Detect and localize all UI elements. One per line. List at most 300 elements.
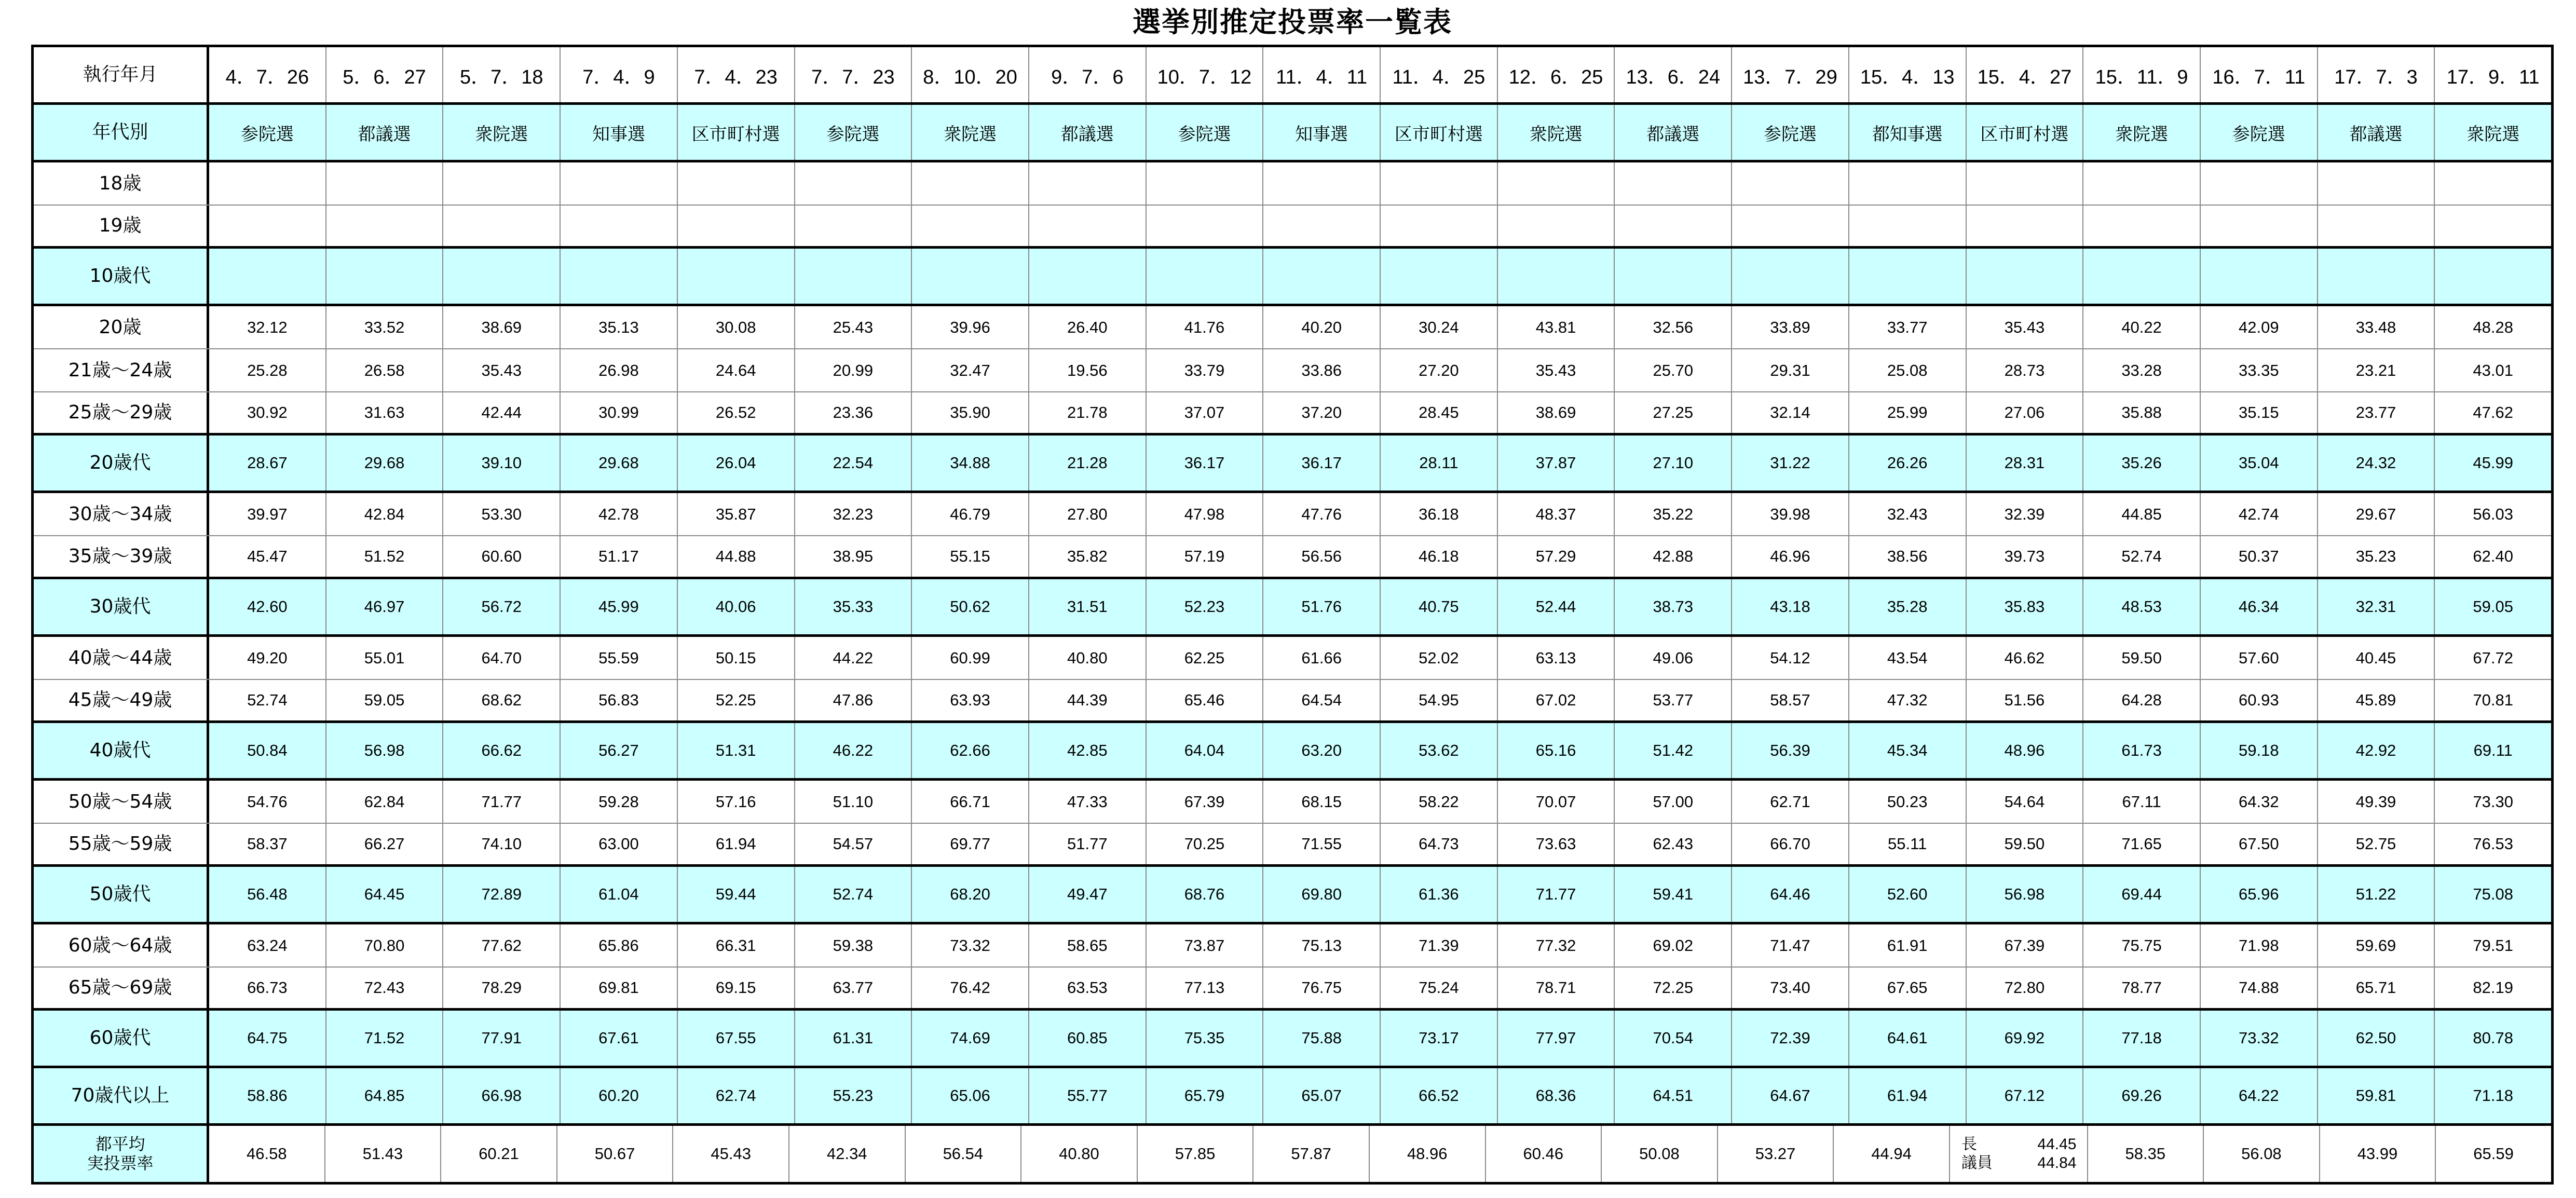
turnout-cell: 37.87 [1498, 435, 1615, 491]
turnout-cell: 76.53 [2473, 835, 2513, 853]
turnout-cell: 40.80 [1021, 1126, 1138, 1182]
turnout-cell: 26.04 [678, 435, 795, 491]
turnout-cell: 68.36 [1498, 1068, 1615, 1123]
turnout-cell: 71.39 [1381, 924, 1498, 966]
turnout-cell: 35.23 [2318, 536, 2435, 577]
age-group-label: 35歳～39歳 [34, 536, 209, 577]
turnout-cell: 45.43 [673, 1126, 789, 1182]
turnout-cell: 69.11 [2435, 723, 2551, 778]
turnout-cell: 70.80 [326, 924, 444, 966]
turnout-cell: 46.34 [2201, 579, 2318, 634]
turnout-cell: 32.56 [1615, 306, 1732, 348]
turnout-cell: 58.65 [1029, 924, 1147, 966]
age-group-label: 50歳代 [34, 867, 209, 922]
turnout-cell: 73.87 [1147, 924, 1264, 966]
turnout-cell: 26.98 [561, 349, 678, 391]
age-group-label: 21歳～24歳 [34, 349, 209, 391]
turnout-cell: 33.89 [1732, 306, 1849, 348]
turnout-cell: 53.27 [1718, 1126, 1834, 1182]
turnout-cell: 60.99 [912, 637, 1029, 679]
turnout-cell [1615, 162, 1732, 205]
turnout-cell: 36.17 [1147, 435, 1264, 491]
header-row-dates [34, 47, 2551, 105]
turnout-cell: 67.65 [1849, 968, 1967, 1008]
turnout-cell: 46.18 [1381, 536, 1498, 577]
turnout-cell: 60.20 [561, 1068, 678, 1123]
turnout-cell: 67.61 [561, 1011, 678, 1066]
turnout-cell: 40.80 [1029, 637, 1147, 679]
turnout-cell: 50.15 [678, 637, 795, 679]
turnout-cell: 44.39 [1029, 680, 1147, 720]
turnout-cell: 71.52 [326, 1011, 444, 1066]
turnout-cell: 35.04 [2201, 435, 2318, 491]
age-group-label: 60歳代 [34, 1011, 209, 1066]
turnout-cell: 35.33 [795, 579, 912, 634]
turnout-cell [561, 206, 678, 246]
turnout-cell: 58.37 [209, 824, 326, 864]
turnout-cell: 49.06 [1615, 637, 1732, 679]
turnout-cell: 63.53 [1029, 968, 1147, 1008]
turnout-cell: 61.31 [795, 1011, 912, 1066]
turnout-cell [2318, 162, 2435, 205]
turnout-cell [561, 162, 678, 205]
turnout-cell: 63.20 [1263, 723, 1381, 778]
date-header-label: 執行年月 [34, 47, 209, 102]
turnout-cell: 69.92 [1967, 1011, 2084, 1066]
date-header-cell: 7．4．9 [561, 47, 678, 102]
table-row [34, 968, 2551, 1011]
turnout-cell: 52.60 [1849, 867, 1967, 922]
turnout-cell [209, 249, 326, 304]
table-row [34, 1068, 2551, 1126]
turnout-cell: 78.29 [443, 968, 561, 1008]
turnout-cell: 35.90 [912, 392, 1029, 433]
turnout-cell: 27.25 [1615, 392, 1732, 433]
turnout-cell: 57.29 [1498, 536, 1615, 577]
turnout-cell: 33.28 [2083, 349, 2201, 391]
turnout-cell: 71.98 [2201, 924, 2318, 966]
turnout-cell [209, 162, 326, 205]
age-group-label: 45歳～49歳 [34, 680, 209, 720]
date-header-cell: 15．11．9 [2083, 47, 2201, 102]
turnout-cell [1381, 162, 1498, 205]
turnout-cell: 51.31 [678, 723, 795, 778]
turnout-cell: 64.22 [2201, 1068, 2318, 1123]
election-type-cell: 都議選 [326, 105, 444, 160]
turnout-cell: 52.25 [678, 680, 795, 720]
table-row [34, 723, 2551, 781]
turnout-cell: 44.88 [678, 536, 795, 577]
turnout-cell: 66.52 [1381, 1068, 1498, 1123]
turnout-cell: 52.74 [209, 680, 326, 720]
turnout-cell: 50.67 [557, 1126, 674, 1182]
turnout-cell: 35.15 [2201, 392, 2318, 433]
turnout-cell: 78.71 [1498, 968, 1615, 1008]
turnout-cell: 31.63 [326, 392, 444, 433]
turnout-cell: 35.83 [1967, 579, 2084, 634]
turnout-cell: 48.37 [1498, 493, 1615, 535]
turnout-cell [2201, 206, 2318, 246]
turnout-cell: 47.32 [1849, 680, 1967, 720]
turnout-cell: 75.24 [1381, 968, 1498, 1008]
table-row [34, 249, 2551, 306]
turnout-cell: 62.50 [2318, 1011, 2435, 1066]
turnout-cell: 51.76 [1263, 579, 1381, 634]
turnout-cell: 67.12 [1967, 1068, 2084, 1123]
turnout-cell: 42.88 [1615, 536, 1732, 577]
date-header-cell: 12．6．25 [1498, 47, 1615, 102]
turnout-cell: 77.18 [2083, 1011, 2201, 1066]
turnout-cell: 53.77 [1615, 680, 1732, 720]
turnout-cell [1615, 249, 1732, 304]
turnout-cell: 59.50 [1967, 824, 2084, 864]
turnout-cell [1732, 206, 1849, 246]
turnout-cell: 64.61 [1849, 1011, 1967, 1066]
age-group-label-line: 都平均 [95, 1134, 145, 1154]
turnout-cell [912, 162, 1029, 205]
turnout-cell: 71.77 [1498, 867, 1615, 922]
turnout-cell: 54.12 [1732, 637, 1849, 679]
age-group-label: 55歳～59歳 [34, 824, 209, 864]
turnout-cell: 45.99 [2435, 435, 2551, 491]
turnout-cell [2083, 162, 2201, 205]
turnout-cell: 53.62 [1381, 723, 1498, 778]
turnout-cell: 58.57 [1732, 680, 1849, 720]
turnout-cell: 61.66 [1263, 637, 1381, 679]
age-group-label: 20歳代 [34, 435, 209, 491]
turnout-cell [1263, 249, 1381, 304]
turnout-cell: 43.01 [2473, 361, 2513, 379]
election-type-cell: 衆院選 [1498, 105, 1615, 160]
turnout-cell: 64.85 [326, 1068, 444, 1123]
turnout-cell: 28.11 [1381, 435, 1498, 491]
table-row [34, 162, 2551, 206]
turnout-cell: 38.73 [1615, 579, 1732, 634]
turnout-cell [2435, 162, 2551, 205]
turnout-cell [912, 249, 1029, 304]
header-row-election-types [34, 105, 2551, 162]
turnout-cell: 74.88 [2201, 968, 2318, 1008]
turnout-cell: 38.69 [1498, 392, 1615, 433]
turnout-cell: 79.51 [2473, 936, 2513, 955]
turnout-cell [1498, 162, 1615, 205]
turnout-cell [443, 249, 561, 304]
turnout-cell: 45.89 [2318, 680, 2435, 720]
turnout-cell: 68.15 [1263, 781, 1381, 823]
turnout-cell: 32.14 [1732, 392, 1849, 433]
table-row [34, 1126, 2551, 1182]
turnout-cell: 36.17 [1263, 435, 1381, 491]
turnout-cell: 66.31 [678, 924, 795, 966]
turnout-cell: 27.10 [1615, 435, 1732, 491]
turnout-cell: 38.69 [443, 306, 561, 348]
turnout-cell: 73.40 [1732, 968, 1849, 1008]
turnout-cell: 34.88 [912, 435, 1029, 491]
turnout-cell: 56.98 [1967, 867, 2084, 922]
turnout-cell: 60.60 [443, 536, 561, 577]
turnout-cell: 69.81 [561, 968, 678, 1008]
date-header-cell: 11．4．25 [1381, 47, 1498, 102]
turnout-cell: 75.13 [1263, 924, 1381, 966]
turnout-cell: 28.73 [1967, 349, 2084, 391]
turnout-cell: 39.73 [1967, 536, 2084, 577]
turnout-cell: 66.62 [443, 723, 561, 778]
turnout-cell: 51.22 [2318, 867, 2435, 922]
split-turnout-line [1961, 1135, 2077, 1154]
date-header-cell: 17．9．11 [2446, 66, 2540, 88]
turnout-cell: 70.54 [1615, 1011, 1732, 1066]
date-header-cell: 17．7．3 [2318, 47, 2435, 102]
turnout-cell: 62.84 [326, 781, 444, 823]
turnout-cell: 54.64 [1967, 781, 2084, 823]
turnout-cell: 61.94 [678, 824, 795, 864]
turnout-cell: 64.51 [1615, 1068, 1732, 1123]
turnout-cell: 62.71 [1732, 781, 1849, 823]
turnout-cell: 63.24 [209, 924, 326, 966]
turnout-cell: 25.99 [1849, 392, 1967, 433]
turnout-cell: 53.30 [443, 493, 561, 535]
turnout-cell: 30.99 [561, 392, 678, 433]
turnout-cell: 51.17 [561, 536, 678, 577]
turnout-cell: 75.08 [2435, 867, 2551, 922]
turnout-cell: 78.77 [2083, 968, 2201, 1008]
turnout-cell: 54.76 [209, 781, 326, 823]
turnout-cell: 64.32 [2201, 781, 2318, 823]
turnout-cell: 47.33 [1029, 781, 1147, 823]
turnout-cell: 73.63 [1498, 824, 1615, 864]
date-header-cell: 15．4．27 [1967, 47, 2084, 102]
election-type-cell: 区市町村選 [1967, 105, 2084, 160]
turnout-cell: 69.80 [1263, 867, 1381, 922]
turnout-cell: 42.34 [789, 1126, 906, 1182]
turnout-cell: 69.77 [912, 824, 1029, 864]
date-header-cell: 7．7．23 [795, 47, 912, 102]
turnout-cell: 32.47 [912, 349, 1029, 391]
turnout-cell [1029, 206, 1147, 246]
turnout-cell: 49.39 [2318, 781, 2435, 823]
turnout-cell: 39.98 [1732, 493, 1849, 535]
turnout-cell: 56.03 [2473, 505, 2513, 523]
turnout-cell: 67.02 [1498, 680, 1615, 720]
date-header-cell: 5．7．18 [443, 47, 561, 102]
turnout-cell: 42.92 [2318, 723, 2435, 778]
election-type-cell: 都議選 [1615, 105, 1732, 160]
turnout-cell: 64.45 [326, 867, 444, 922]
turnout-cell [2435, 206, 2551, 246]
turnout-cell [2083, 206, 2201, 246]
turnout-cell: 72.89 [443, 867, 561, 922]
turnout-cell: 69.26 [2083, 1068, 2201, 1123]
turnout-cell: 59.05 [2435, 579, 2551, 634]
turnout-cell [2435, 249, 2551, 304]
turnout-cell: 67.39 [1147, 781, 1264, 823]
turnout-cell: 61.04 [561, 867, 678, 922]
turnout-cell [443, 206, 561, 246]
turnout-cell: 44.22 [795, 637, 912, 679]
turnout-cell [1263, 206, 1381, 246]
turnout-cell: 35.43 [443, 349, 561, 391]
turnout-cell: 73.30 [2473, 792, 2513, 811]
turnout-cell [443, 162, 561, 205]
turnout-cell: 44.85 [2083, 493, 2201, 535]
age-group-label: 70歳代以上 [34, 1068, 209, 1123]
turnout-cell [1147, 206, 1264, 246]
turnout-cell: 51.43 [325, 1126, 442, 1182]
turnout-cell: 60.46 [1486, 1126, 1602, 1182]
turnout-cell [1967, 162, 2084, 205]
turnout-cell: 55.15 [912, 536, 1029, 577]
turnout-cell: 31.51 [1029, 579, 1147, 634]
turnout-cell: 63.77 [795, 968, 912, 1008]
turnout-cell: 43.81 [1498, 306, 1615, 348]
turnout-cell: 29.68 [326, 435, 444, 491]
turnout-cell: 50.08 [1602, 1126, 1718, 1182]
turnout-cell: 37.20 [1263, 392, 1381, 433]
age-group-label: 40歳代 [34, 723, 209, 778]
turnout-cell: 75.35 [1147, 1011, 1264, 1066]
turnout-cell: 60.93 [2201, 680, 2318, 720]
turnout-cell: 62.74 [678, 1068, 795, 1123]
turnout-cell: 42.44 [443, 392, 561, 433]
turnout-cell: 63.13 [1498, 637, 1615, 679]
turnout-cell: 52.44 [1498, 579, 1615, 634]
turnout-cell: 73.32 [2201, 1011, 2318, 1066]
turnout-cell: 56.98 [326, 723, 444, 778]
turnout-cell: 49.47 [1029, 867, 1147, 922]
turnout-cell: 68.62 [443, 680, 561, 720]
table-row [34, 867, 2551, 924]
turnout-cell [1615, 206, 1732, 246]
turnout-cell: 56.48 [209, 867, 326, 922]
table-row [34, 781, 2551, 824]
turnout-cell: 45.99 [561, 579, 678, 634]
turnout-cell: 30.24 [1381, 306, 1498, 348]
turnout-cell: 41.76 [1147, 306, 1264, 348]
turnout-cell: 59.50 [2083, 637, 2201, 679]
turnout-cell: 64.46 [1732, 867, 1849, 922]
turnout-cell: 48.53 [2083, 579, 2201, 634]
election-type-cell: 都知事選 [1849, 105, 1967, 160]
turnout-cell: 57.00 [1615, 781, 1732, 823]
turnout-cell: 28.31 [1967, 435, 2084, 491]
turnout-cell: 59.41 [1615, 867, 1732, 922]
turnout-cell: 74.69 [912, 1011, 1029, 1066]
turnout-cell: 45.47 [209, 536, 326, 577]
turnout-cell: 40.45 [2318, 637, 2435, 679]
turnout-cell: 35.28 [1849, 579, 1967, 634]
turnout-cell: 50.84 [209, 723, 326, 778]
election-type-cell: 都議選 [1029, 105, 1147, 160]
turnout-cell: 60.21 [441, 1126, 557, 1182]
turnout-cell [1849, 162, 1967, 205]
turnout-cell: 65.07 [1263, 1068, 1381, 1123]
turnout-cell: 35.87 [678, 493, 795, 535]
turnout-cell [912, 206, 1029, 246]
turnout-cell: 39.97 [209, 493, 326, 535]
turnout-cell: 51.52 [326, 536, 444, 577]
turnout-cell: 72.43 [326, 968, 444, 1008]
age-group-label: 65歳～69歳 [34, 968, 209, 1008]
turnout-table [31, 45, 2554, 1185]
turnout-cell: 56.54 [906, 1126, 1022, 1182]
turnout-cell: 48.28 [2473, 318, 2513, 336]
turnout-cell: 59.38 [795, 924, 912, 966]
age-group-label-line: 実投票率 [87, 1153, 154, 1173]
turnout-cell: 63.00 [561, 824, 678, 864]
turnout-cell: 69.02 [1615, 924, 1732, 966]
election-type-cell: 参院選 [1732, 105, 1849, 160]
election-type-cell: 区市町村選 [678, 105, 795, 160]
turnout-cell: 30.92 [209, 392, 326, 433]
turnout-cell: 40.75 [1381, 579, 1498, 634]
turnout-cell: 49.20 [209, 637, 326, 679]
turnout-cell: 59.05 [326, 680, 444, 720]
date-header-cell: 8．10．20 [912, 47, 1029, 102]
turnout-cell: 29.68 [561, 435, 678, 491]
turnout-cell [1263, 162, 1381, 205]
turnout-cell: 77.13 [1147, 968, 1264, 1008]
turnout-cell [795, 162, 912, 205]
turnout-cell: 33.79 [1147, 349, 1264, 391]
turnout-cell: 59.18 [2201, 723, 2318, 778]
turnout-cell: 48.96 [1967, 723, 2084, 778]
turnout-cell: 70.25 [1147, 824, 1264, 864]
turnout-cell: 25.28 [209, 349, 326, 391]
turnout-cell: 32.39 [1967, 493, 2084, 535]
turnout-cell: 64.75 [209, 1011, 326, 1066]
turnout-cell: 51.56 [1967, 680, 2084, 720]
election-type-cell: 参院選 [209, 105, 326, 160]
turnout-cell: 37.07 [1147, 392, 1264, 433]
turnout-cell: 22.54 [795, 435, 912, 491]
turnout-cell [2083, 249, 2201, 304]
turnout-cell: 67.11 [2083, 781, 2201, 823]
turnout-cell: 64.28 [2083, 680, 2201, 720]
turnout-cell: 33.86 [1263, 349, 1381, 391]
split-turnout-value: 44.84 [2037, 1154, 2077, 1172]
turnout-cell: 57.19 [1147, 536, 1264, 577]
turnout-cell: 24.32 [2318, 435, 2435, 491]
turnout-cell: 62.66 [912, 723, 1029, 778]
turnout-cell: 67.72 [2473, 648, 2513, 667]
turnout-cell: 82.19 [2473, 978, 2513, 997]
turnout-cell [1029, 162, 1147, 205]
election-type-cell: 参院選 [795, 105, 912, 160]
turnout-cell: 35.43 [1967, 306, 2084, 348]
turnout-cell: 33.52 [326, 306, 444, 348]
turnout-cell: 44.94 [1834, 1126, 1950, 1182]
turnout-cell: 42.85 [1029, 723, 1147, 778]
turnout-cell [2201, 249, 2318, 304]
turnout-cell [1381, 206, 1498, 246]
turnout-cell: 43.18 [1732, 579, 1849, 634]
turnout-cell: 71.18 [2435, 1068, 2551, 1123]
turnout-cell: 24.64 [678, 349, 795, 391]
turnout-cell: 80.78 [2435, 1011, 2551, 1066]
page-title: 選挙別推定投票率一覧表 [1133, 6, 1452, 38]
turnout-cell: 70.07 [1498, 781, 1615, 823]
turnout-cell: 25.43 [795, 306, 912, 348]
date-header-cell: 15．4．13 [1849, 47, 1967, 102]
turnout-cell: 51.42 [1615, 723, 1732, 778]
turnout-cell: 59.44 [678, 867, 795, 922]
turnout-cell: 66.27 [326, 824, 444, 864]
turnout-cell: 26.40 [1029, 306, 1147, 348]
turnout-cell: 28.67 [209, 435, 326, 491]
turnout-cell: 68.76 [1147, 867, 1264, 922]
turnout-cell: 58.86 [209, 1068, 326, 1123]
turnout-cell: 61.94 [1849, 1068, 1967, 1123]
